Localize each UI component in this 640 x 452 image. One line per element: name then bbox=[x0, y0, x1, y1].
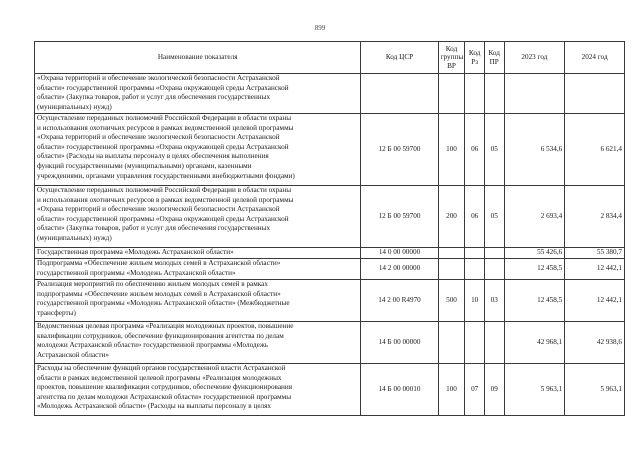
row-2023: 12 458,5 bbox=[504, 280, 565, 322]
row-vr: 200 bbox=[438, 186, 465, 248]
row-name: Ведомственная целевая программа «Реализация молодежных проектов, повышение квалификации сотрудников, обеспечение функционирования агентства по делам молодежи Астраханской области» государственной программы «Молодежь Астраханской области» bbox=[35, 322, 361, 364]
row-2023: 55 426,6 bbox=[504, 248, 565, 259]
row-2023: 2 693,4 bbox=[504, 186, 565, 248]
row-2023: 12 458,5 bbox=[504, 259, 565, 280]
header-2023: 2023 год bbox=[504, 42, 565, 74]
row-2024: 42 938,6 bbox=[565, 322, 625, 364]
table-row bbox=[35, 248, 625, 259]
table-row bbox=[35, 186, 625, 248]
table-row bbox=[35, 280, 625, 322]
row-rz: 10 bbox=[465, 280, 485, 322]
header-2024: 2024 год bbox=[565, 42, 625, 74]
row-csr: 14 Б 00 00000 bbox=[361, 322, 438, 364]
header-pr: Код ПР bbox=[484, 42, 504, 74]
row-rz bbox=[465, 248, 485, 259]
row-vr: 100 bbox=[438, 114, 465, 186]
row-name: «Охрана территорий и обеспечение экологической безопасности Астраханской области» государственной программы «Охрана окружающей среды Астраханской области» (Закупка товаров, работ и услуг для обеспечения государственных (муниципальных) нужд) bbox=[35, 74, 361, 114]
row-csr bbox=[361, 74, 438, 114]
table-row bbox=[35, 364, 625, 416]
row-pr bbox=[484, 259, 504, 280]
row-2024: 6 621,4 bbox=[565, 114, 625, 186]
row-vr: 500 bbox=[438, 280, 465, 322]
row-2024: 5 963,1 bbox=[565, 364, 625, 416]
row-2024: 55 380,7 bbox=[565, 248, 625, 259]
row-2024 bbox=[565, 74, 625, 114]
row-rz: 07 bbox=[465, 364, 485, 416]
row-name: Осуществление переданных полномочий Российской Федерации в области охраны и использования охотничьих ресурсов в рамках ведомственной целевой программы «Охрана территорий и обеспечение экологической безопасности Астраханской области» государственной программы «Охрана окружающей среды Астраханской области» (Закупка товаров, работ и услуг для обеспечения государственных (муниципальных) нужд) bbox=[35, 186, 361, 248]
row-2024: 2 834,4 bbox=[565, 186, 625, 248]
page-number: 899 bbox=[314, 24, 326, 32]
row-csr: 14 2 00 R4970 bbox=[361, 280, 438, 322]
header-csr: Код ЦСР bbox=[361, 42, 438, 74]
row-2023: 6 534,6 bbox=[504, 114, 565, 186]
row-rz bbox=[465, 322, 485, 364]
row-vr bbox=[438, 74, 465, 114]
row-csr: 14 2 00 00000 bbox=[361, 259, 438, 280]
row-pr: 05 bbox=[484, 186, 504, 248]
table-row bbox=[35, 322, 625, 364]
row-vr bbox=[438, 322, 465, 364]
header-rz: Код Рз bbox=[465, 42, 485, 74]
table-row bbox=[35, 74, 625, 114]
row-name: Осуществление переданных полномочий Российской Федерации в области охраны и использования охотничьих ресурсов в рамках ведомственной целевой программы «Охрана территорий и обеспечение экологической безопасности Астраханской области» государственной программы «Охрана окружающей среды Астраханской области» (Расходы на выплаты персоналу в целях обеспечения выполнения функций государственными (муниципальными) органами, казенными учреждениями, органами управления государственными внебюджетными фондами) bbox=[35, 114, 361, 186]
table-row bbox=[35, 114, 625, 186]
row-2023: 42 968,1 bbox=[504, 322, 565, 364]
row-name: Государственная программа «Молодежь Астраханской области» bbox=[35, 248, 361, 259]
row-rz bbox=[465, 74, 485, 114]
row-name: Расходы на обеспечение функций органов государственной власти Астраханской области в рамках ведомственной целевой программы «Реализация молодежных проектов, повышение квалификации сотрудников, обеспечение функционирования агентства по делам молодежи Астраханской области» государственной программы «Молодежь Астраханской области» (Расходы на выплаты персоналу в целях bbox=[35, 364, 361, 416]
row-rz: 06 bbox=[465, 114, 485, 186]
row-pr: 09 bbox=[484, 364, 504, 416]
row-pr bbox=[484, 74, 504, 114]
row-2024: 12 442,1 bbox=[565, 280, 625, 322]
row-rz bbox=[465, 259, 485, 280]
row-2024: 12 442,1 bbox=[565, 259, 625, 280]
row-pr: 03 bbox=[484, 280, 504, 322]
row-csr: 14 0 00 00000 bbox=[361, 248, 438, 259]
header-name: Наименование показателя bbox=[35, 42, 361, 74]
row-rz: 06 bbox=[465, 186, 485, 248]
row-name: Реализация мероприятий по обеспечению жильем молодых семей в рамках подпрограммы «Обеспечение жильем молодых семей в Астраханской области» государственной программы «Молодежь Астраханской области» (Межбюджетные трансферты) bbox=[35, 280, 361, 322]
budget-table bbox=[34, 41, 625, 416]
header-vr: Код группы ВР bbox=[438, 42, 465, 74]
row-vr bbox=[438, 259, 465, 280]
row-pr bbox=[484, 248, 504, 259]
table-row bbox=[35, 259, 625, 280]
row-name: Подпрограмма «Обеспечение жильем молодых семей в Астраханской области» государственной программы «Молодежь Астраханской области» bbox=[35, 259, 361, 280]
row-csr: 12 Б 00 59700 bbox=[361, 114, 438, 186]
row-pr: 05 bbox=[484, 114, 504, 186]
row-vr: 100 bbox=[438, 364, 465, 416]
row-2023: 5 963,1 bbox=[504, 364, 565, 416]
row-vr bbox=[438, 248, 465, 259]
row-csr: 12 Б 00 59700 bbox=[361, 186, 438, 248]
row-2023 bbox=[504, 74, 565, 114]
row-pr bbox=[484, 322, 504, 364]
row-csr: 14 Б 00 00010 bbox=[361, 364, 438, 416]
table-header-row bbox=[35, 42, 625, 74]
